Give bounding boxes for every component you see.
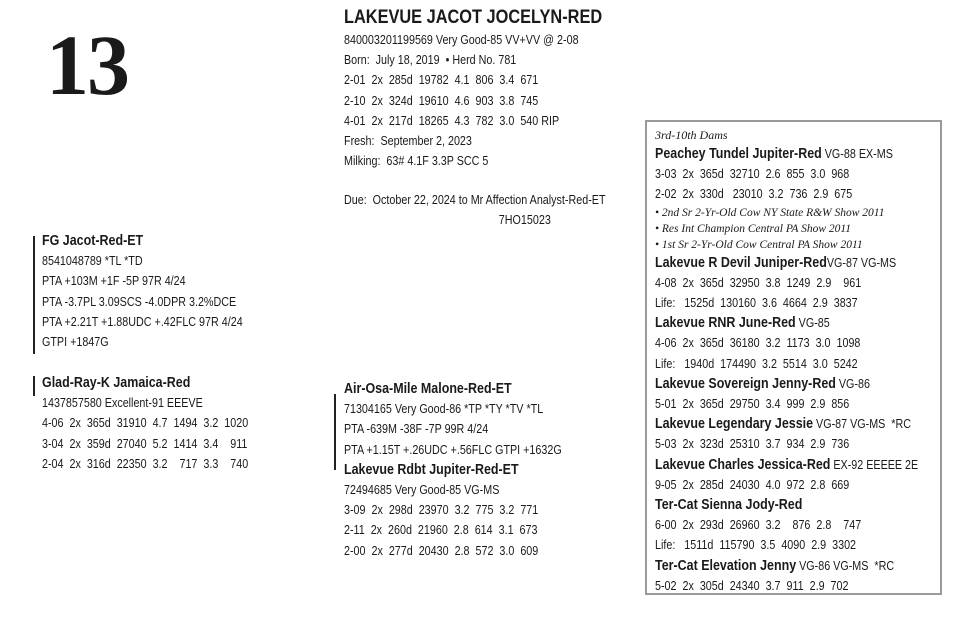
- dam-line: 2-04 2x 316d 22350 3.2 717 3.3 740: [42, 456, 249, 471]
- ancestor-name: Lakevue R Devil Juniper-Red: [655, 254, 827, 271]
- ancestor-record: 5-03 2x 323d 25310 3.7 934 2.9 736: [655, 437, 850, 452]
- ancestor-score: VG-88 EX-MS: [821, 147, 893, 161]
- ancestor-entry: [655, 253, 918, 273]
- sire-line: 8541048789 *TL *TD: [42, 254, 143, 269]
- sire-of-dam-line: PTA -639M -38F -7P 99R 4/24: [344, 422, 489, 437]
- ancestor-entry: [655, 313, 918, 333]
- dam-line: 3-04 2x 359d 27040 5.2 1414 3.4 911: [42, 436, 248, 451]
- sire-bracket: [33, 236, 35, 354]
- animal-name: LAKEVUE JACOT JOCELYN-RED: [344, 7, 603, 28]
- ancestor-entry: [655, 455, 918, 475]
- ancestor-name: Lakevue RNR June-Red: [655, 315, 796, 332]
- ancestor-record: 3-03 2x 365d 32710 2.6 855 3.0 968: [655, 167, 850, 182]
- ancestor-entry: [655, 144, 918, 164]
- sire-of-dam-line: PTA +1.15T +.26UDC +.56FLC GTPI +1632G: [344, 442, 562, 457]
- ancestor-record: Life: 1940d 174490 3.2 5514 3.0 5242: [655, 356, 858, 371]
- ancestor-entry: [655, 495, 918, 515]
- ancestor-record: Life: 1511d 115790 3.5 4090 2.9 3302: [655, 538, 857, 553]
- ancestor-record: 2-02 2x 330d 23010 3.2 736 2.9 675: [655, 187, 853, 202]
- ancestor-name: Ter-Cat Sienna Jody-Red: [655, 497, 803, 514]
- second-dam-line: 3-09 2x 298d 23970 3.2 775 3.2 771: [344, 503, 539, 518]
- sire-block: [42, 231, 275, 352]
- dam-line: 4-06 2x 365d 31910 4.7 1494 3.2 1020: [42, 416, 249, 431]
- ancestry-box: [645, 120, 942, 595]
- ancestor-note: • 2nd Sr 2-Yr-Old Cow NY State R&W Show 2011: [655, 206, 885, 219]
- ancestor-record: 4-06 2x 365d 36180 3.2 1173 3.0 1098: [655, 336, 861, 351]
- ancestor-name: Lakevue Sovereign Jenny-Red: [655, 375, 836, 392]
- due-service-code: 7HO15023: [498, 213, 551, 228]
- animal-block: [344, 6, 644, 171]
- animal-line: 4-01 2x 217d 18265 4.3 782 3.0 540 RIP: [344, 113, 560, 128]
- ancestor-entry: [655, 414, 918, 434]
- ancestor-entry: [655, 374, 918, 394]
- ancestor-record: 5-01 2x 365d 29750 3.4 999 2.9 856: [655, 397, 850, 412]
- due-line: Due: October 22, 2024 to Mr Affection Analyst-Red-ET: [344, 193, 606, 207]
- animal-line: 2-10 2x 324d 19610 4.6 903 3.8 745: [344, 93, 539, 108]
- ancestor-score: VG-87 VG-MS: [826, 255, 897, 270]
- second-dam-name: Lakevue Rdbt Jupiter-Red-ET: [344, 461, 519, 478]
- ancestry-heading: 3rd-10th Dams: [655, 128, 728, 142]
- maternal-bracket: [334, 394, 336, 470]
- animal-line: Milking: 63# 4.1F 3.3P SCC 5: [344, 154, 489, 169]
- ancestor-record: 4-08 2x 365d 32950 3.8 1249 2.9 961: [655, 275, 862, 290]
- dam-name: Glad-Ray-K Jamaica-Red: [42, 375, 191, 391]
- second-dam-line: 72494685 Very Good-85 VG-MS: [344, 483, 500, 498]
- ancestor-note: • Res Int Champion Central PA Show 2011: [655, 222, 852, 235]
- ancestor-record: 6-00 2x 293d 26960 3.2 876 2.8 747: [655, 518, 862, 533]
- ancestor-entry: [655, 556, 918, 576]
- sire-of-dam-name: Air-Osa-Mile Malone-Red-ET: [344, 381, 512, 397]
- sire-line: PTA -3.7PL 3.09SCS -4.0DPR 3.2%DCE: [42, 294, 237, 309]
- ancestor-name: Peachey Tundel Jupiter-Red: [655, 146, 822, 162]
- ancestor-score: VG-85: [795, 316, 830, 331]
- ancestor-record: 5-02 2x 305d 24340 3.7 911 2.9 702: [655, 578, 849, 593]
- dam-line: 1437857580 Excellent-91 EEEVE: [42, 396, 203, 411]
- second-dam-line: 2-11 2x 260d 21960 2.8 614 3.1 673: [344, 523, 538, 538]
- sire-line: PTA +103M +1F -5P 97R 4/24: [42, 274, 186, 289]
- ancestor-record: Life: 1525d 130160 3.6 4664 2.9 3837: [655, 296, 858, 311]
- dam-bracket: [33, 376, 35, 396]
- sire-of-dam-block: [344, 379, 597, 561]
- sire-name: FG Jacot-Red-ET: [42, 233, 144, 249]
- animal-line: 2-01 2x 285d 19782 4.1 806 3.4 671: [344, 73, 539, 88]
- ancestor-score: VG-86: [835, 376, 870, 391]
- sire-line: GTPI +1847G: [42, 335, 109, 350]
- ancestor-name: Ter-Cat Elevation Jenny: [655, 557, 797, 574]
- sire-line: PTA +2.21T +1.88UDC +.42FLC 97R 4/24: [42, 314, 243, 329]
- ancestor-name: Lakevue Charles Jessica-Red: [655, 456, 831, 473]
- ancestor-score: VG-87 VG-MS *RC: [813, 417, 912, 432]
- ancestor-score: VG-86 VG-MS *RC: [796, 558, 895, 573]
- second-dam-line: 2-00 2x 277d 20430 2.8 572 3.0 609: [344, 543, 539, 558]
- ancestor-score: EX-92 EEEEE 2E: [830, 457, 919, 472]
- animal-line: Born: July 18, 2019 • Herd No. 781: [344, 53, 517, 68]
- due-block: [344, 190, 648, 230]
- animal-line: 840003201199569 Very Good-85 VV+VV @ 2-08: [344, 33, 579, 47]
- sire-of-dam-line: 71304165 Very Good-86 *TP *TY *TV *TL: [344, 402, 544, 417]
- ancestor-note: • 1st Sr 2-Yr-Old Cow Central PA Show 2011: [655, 238, 863, 251]
- ancestor-name: Lakevue Legendary Jessie: [655, 416, 814, 433]
- lot-number: 13: [46, 17, 128, 113]
- ancestor-record: 9-05 2x 285d 24030 4.0 972 2.8 669: [655, 477, 850, 492]
- dam-block: [42, 373, 282, 474]
- animal-line: Fresh: September 2, 2023: [344, 134, 472, 149]
